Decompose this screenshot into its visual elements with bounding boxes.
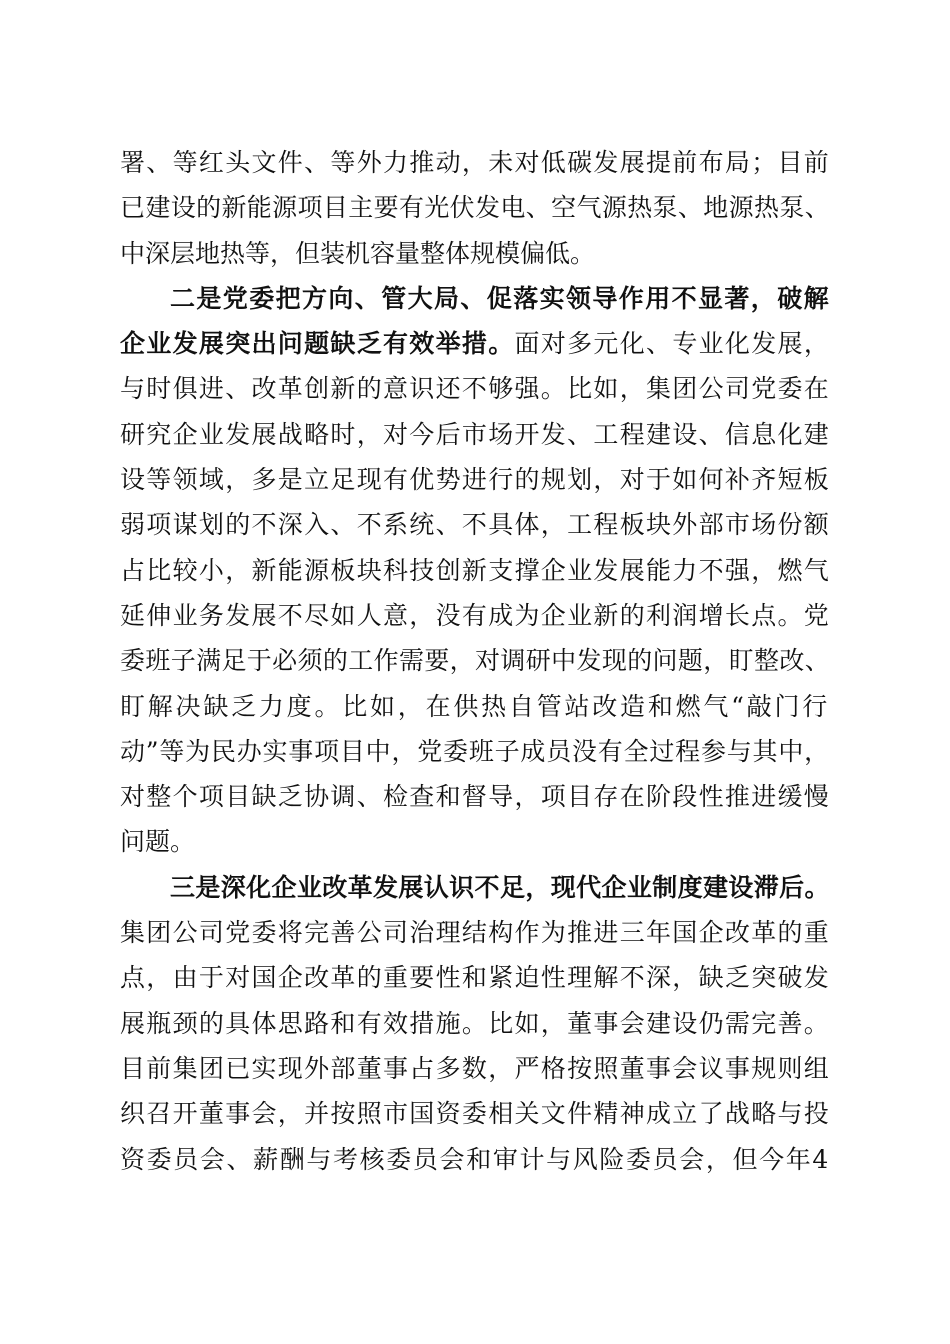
text-line — [120, 548, 830, 593]
text-line — [120, 1137, 830, 1182]
text-line — [120, 366, 830, 411]
text-line — [120, 593, 830, 638]
text-line — [120, 955, 830, 1000]
body-text: 研究企业发展战略时，对今后市场开发、工程建设、信息化建 — [120, 419, 831, 449]
body-text: 署、等红头文件、等外力推动，未对低碳发展提前布局；目前 — [120, 148, 831, 177]
body-text: 目前集团已实现外部董事占多数，严格按照董事会议事规则组 — [120, 1053, 831, 1083]
text-line — [120, 140, 830, 185]
body-text: 弱项谋划的不深入、不系统、不具体，工程板块外部市场份额 — [120, 510, 831, 540]
body-text: 动”等为民办实事项目中，党委班子成员没有全过程参与其中， — [120, 736, 830, 766]
body-text: 资委员会、薪酬与考核委员会和审计与风险委员会，但今年4 — [120, 1144, 830, 1174]
text-line — [120, 729, 830, 774]
text-line — [120, 321, 830, 366]
body-text: 对整个项目缺乏协调、检查和督导，项目存在阶段性推进缓慢 — [120, 782, 831, 812]
body-text: 盯解决缺乏力度。比如，在供热自管站改造和燃气“敲门行 — [120, 691, 831, 721]
body-text: 中深层地热等，但装机容量整体规模偏低。 — [120, 238, 596, 268]
bold-text: 企业发展突出问题缺乏有效举措。 — [120, 329, 515, 359]
text-line — [120, 276, 830, 321]
text-line — [120, 1091, 830, 1136]
body-text: 已建设的新能源项目主要有光伏发电、空气源热泵、地源热泵、 — [120, 193, 831, 223]
body-text: 点，由于对国企改革的重要性和紧迫性理解不深，缺乏突破发 — [120, 963, 831, 993]
text-line — [120, 774, 830, 819]
text-line — [120, 231, 830, 276]
text-line — [120, 684, 830, 729]
text-line — [120, 185, 830, 230]
text-line — [120, 638, 830, 683]
body-text: 设等领域，多是立足现有优势进行的规划，对于如何补齐短板 — [120, 465, 831, 495]
text-line — [120, 865, 830, 910]
body-text: 委班子满足于必须的工作需要，对调研中发现的问题，盯整改、 — [120, 646, 831, 676]
body-text: 延伸业务发展不尽如人意，没有成为企业新的利润增长点。党 — [120, 600, 831, 630]
text-line — [120, 1046, 830, 1091]
text-line — [120, 457, 830, 502]
body-text: 集团公司党委将完善公司治理结构作为推进三年国企改革的重 — [120, 918, 831, 948]
body-text: 问题。 — [120, 827, 196, 857]
text-line — [120, 1001, 830, 1046]
text-line — [120, 412, 830, 457]
text-line — [120, 819, 830, 864]
text-line — [120, 910, 830, 955]
bold-text: 三是深化企业改革发展认识不足，现代企业制度建设滞后。 — [170, 872, 830, 902]
text-line — [120, 502, 830, 547]
body-text: 面对多元化、专业化发展， — [514, 329, 831, 359]
body-text: 织召开董事会，并按照市国资委相关文件精神成立了战略与投 — [120, 1099, 831, 1129]
body-text: 与时俱进、改革创新的意识还不够强。比如，集团公司党委在 — [120, 374, 831, 404]
body-text: 占比较小，新能源板块科技创新支撑企业发展能力不强，燃气 — [120, 555, 831, 585]
bold-text: 二是党委把方向、管大局、促落实领导作用不显著，破解 — [170, 283, 831, 313]
body-text: 展瓶颈的具体思路和有效措施。比如，董事会建设仍需完善。 — [120, 1008, 831, 1038]
document-body — [120, 140, 830, 1182]
